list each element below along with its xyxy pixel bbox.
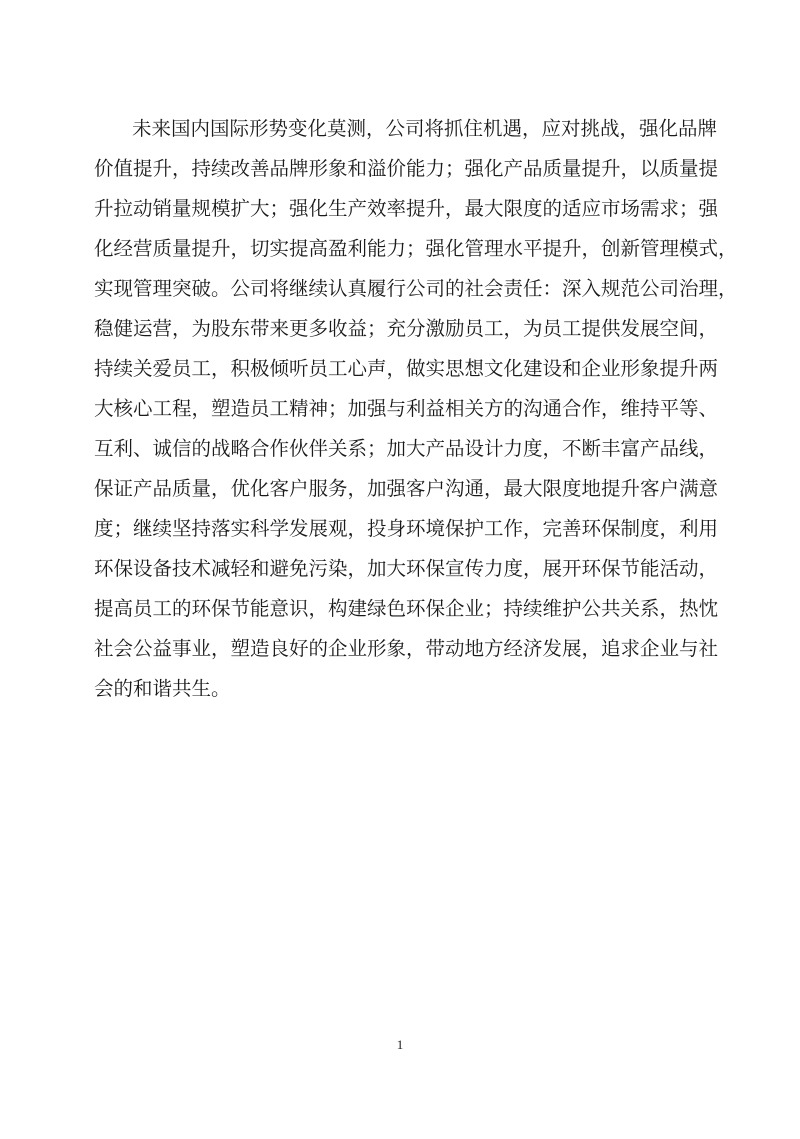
paragraph-line: 实现管理突破。公司将继续认真履行公司的社会责任：深入规范公司治理， [94,279,738,300]
paragraph-line: 互利、诚信的战略合作伙伴关系；加大产品设计力度，不断丰富产品线， [94,439,719,460]
paragraph-line: 保证产品质量，优化客户服务，加强客户沟通，最大限度地提升客户满意 [94,479,719,500]
paragraph-line: 化经营质量提升，切实提高盈利能力；强化管理水平提升，创新管理模式， [94,239,738,260]
paragraph-line: 大核心工程，塑造员工精神；加强与利益相关方的沟通合作，维持平等、 [94,399,719,420]
paragraph-line: 提高员工的环保节能意识，构建绿色环保企业；持续维护公共关系，热忱 [94,599,719,620]
paragraph-line: 持续关爱员工，积极倾听员工心声，做实思想文化建设和企业形象提升两 [94,359,719,380]
paragraph-line: 未来国内国际形势变化莫测，公司将抓住机遇，应对挑战，强化品牌 [132,119,718,140]
paragraph-line: 稳健运营，为股东带来更多收益；充分激励员工，为员工提供发展空间， [94,319,719,340]
paragraph-line: 升拉动销量规模扩大；强化生产效率提升，最大限度的适应市场需求；强 [94,199,719,220]
page-number: 1 [396,1037,404,1052]
paragraph-line: 社会公益事业，塑造良好的企业形象，带动地方经济发展，追求企业与社 [94,639,719,660]
paragraph-line: 价值提升，持续改善品牌形象和溢价能力；强化产品质量提升，以质量提 [94,159,719,180]
paragraph-line: 会的和谐共生。 [94,679,231,700]
paragraph-line: 度；继续坚持落实科学发展观，投身环境保护工作，完善环保制度，利用 [94,519,719,540]
paragraph-line: 环保设备技术减轻和避免污染，加大环保宣传力度，展开环保节能活动， [94,559,719,580]
body-paragraph [94,110,738,710]
